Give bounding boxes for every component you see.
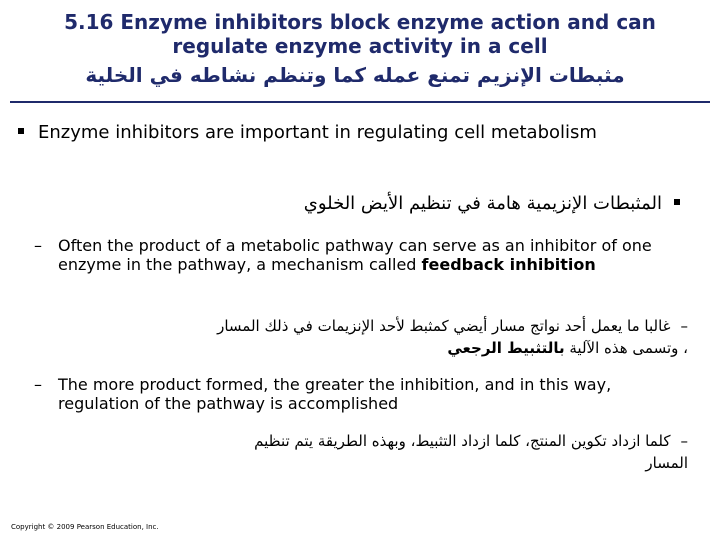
sub-bullet-2-arabic: [60, 430, 688, 474]
slide-title-line1: 5.16 Enzyme inhibitors block enzyme action and can: [64, 10, 656, 34]
slide-title: [30, 10, 690, 58]
sub-bullet-1-english-text: Often the product of a metabolic pathway can serve as an inhibitor of one enzyme in the pathway, a mechanism called: [58, 236, 652, 274]
sub-bullet-1-english-term: feedback inhibition: [421, 255, 596, 274]
slide-title-arabic: مثبطات الإنزيم تمنع عمله كما وتنظم نشاطه في الخلية: [85, 63, 625, 87]
sub-bullet-1-arabic-text: غالبا ما يعمل أحد نواتج مسار أيضي كمثبط لأحد الإنزيمات في ذلك المسار: [217, 317, 671, 335]
sub-bullet-2-english: [34, 375, 688, 413]
sub-bullet-1-arabic-text-2: ، وتسمى هذه الآلية: [569, 339, 688, 357]
sub-bullet-1-arabic-term: بالتثبيط الرجعي: [447, 339, 565, 357]
dash-bullet-icon: –: [680, 317, 688, 335]
bullet-1-english: [18, 122, 658, 144]
dash-bullet-icon: –: [34, 375, 42, 394]
dash-bullet-icon: –: [680, 432, 688, 450]
sub-bullet-2-arabic-text-2: المسار: [645, 454, 688, 472]
sub-bullet-2-english-text: The more product formed, the greater the inhibition, and in this way, regulation of the pathway is accomplished: [58, 375, 612, 413]
bullet-1-arabic-text: المثبطات الإنزيمية هامة في تنظيم الأيض الخلوي: [303, 193, 662, 214]
title-divider: [10, 101, 710, 103]
square-bullet-icon: [674, 199, 680, 205]
sub-bullet-2-arabic-text: كلما ازداد تكوين المنتج، كلما ازداد التثبيط، وبهذه الطريقة يتم تنظيم: [254, 432, 671, 450]
copyright-notice: Copyright © 2009 Pearson Education, Inc.: [11, 523, 159, 531]
slide-title-line2: regulate enzyme activity in a cell: [172, 34, 548, 58]
square-bullet-icon: [18, 128, 24, 134]
sub-bullet-1-arabic: [30, 315, 688, 359]
bullet-1-english-text: Enzyme inhibitors are important in regulating cell metabolism: [38, 122, 597, 143]
bullet-1-arabic: [130, 192, 680, 216]
dash-bullet-icon: –: [34, 236, 42, 255]
sub-bullet-1-english: [34, 236, 688, 274]
